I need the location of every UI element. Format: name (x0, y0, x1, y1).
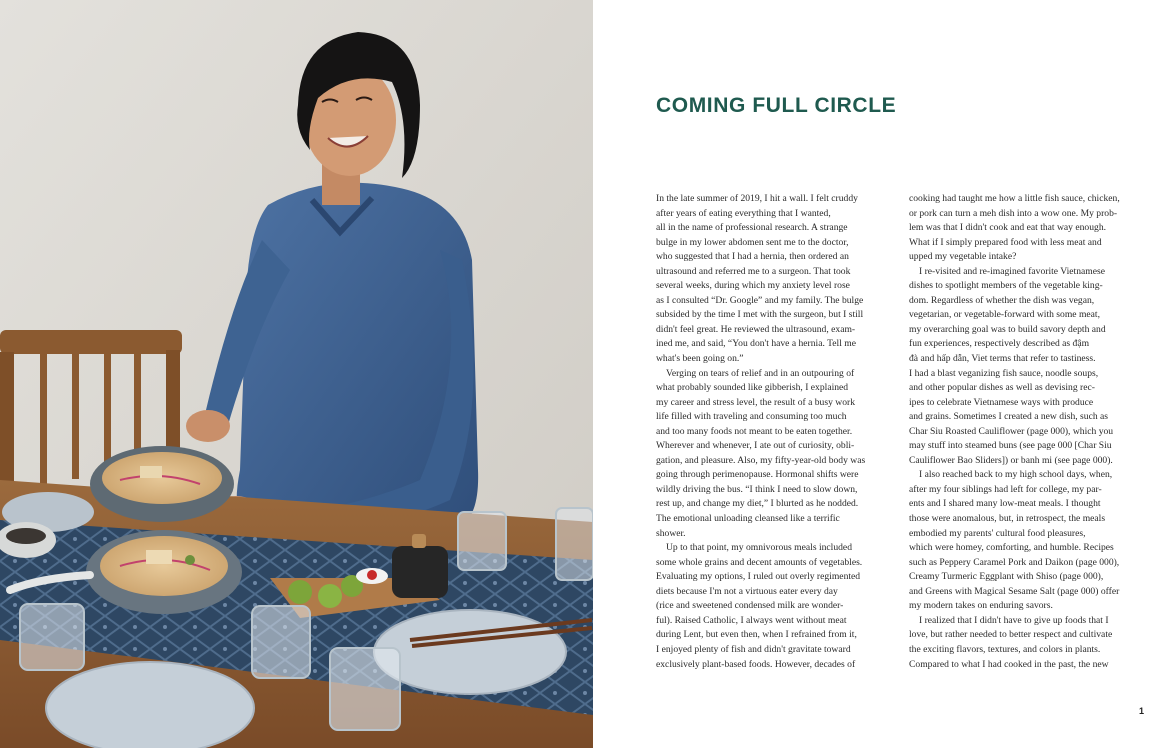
text-line: gation, and pleasure. Also, my fifty-year-old body was (656, 454, 866, 466)
text-line: the exciting flavors, textures, and colors in plants. (909, 643, 1101, 655)
text-line: I realized that I didn't have to give up foods that I (919, 614, 1109, 626)
text-line: (rice and sweetened condensed milk are wonder- (656, 600, 844, 612)
text-line: dom. Regardless of whether the dish was vegan, (909, 294, 1095, 306)
text-line: rest up, and change my diet,” I blurted as he nodded. (656, 498, 859, 510)
noodle-soup-bowl-top (90, 446, 234, 522)
text-line: Cauliflower Bao Sliders]) or banh mi (see page 000). (909, 454, 1113, 466)
text-line: ipes to celebrate Vietnamese ways with produce (909, 396, 1094, 408)
text-line: such as Peppery Caramel Pork and Daikon (page 000), (909, 556, 1120, 568)
text-line: Char Siu Roasted Cauliflower (page 000), which you (909, 425, 1114, 437)
text-line: my career and stress level, the result of a busy work (656, 396, 856, 408)
text-line: my overarching goal was to build savory depth and (909, 323, 1106, 335)
water-glass-2 (556, 508, 593, 580)
text-line: Compared to what I had cooked in the past, the new (909, 658, 1109, 670)
text-line: some whole grains and decent amounts of vegetables. (656, 556, 863, 568)
text-line: may stuff into steamed buns (see page 000 [Char Siu (909, 440, 1112, 452)
text-line: wildly driving the bus. “I think I need to slow down, (656, 483, 858, 495)
text-line: shower. (656, 527, 686, 539)
water-glass-4 (252, 606, 310, 678)
text-line: Evaluating my options, I ruled out overly regimented (656, 571, 861, 583)
text-line: ined me, and said, “You don't have a hernia. Tell me (656, 338, 856, 350)
text-line: embodied my parents' cultural food pleasures, (909, 527, 1086, 539)
text-line: and other popular dishes as well as devising rec- (909, 382, 1095, 394)
text-line: and too many foods not meant to be eaten together. (656, 425, 853, 437)
text-line: đà and hấp dẫn, Viet terms that refer to tastiness. (909, 353, 1096, 365)
text-line: or pork can turn a meh dish into a wow one. My prob- (909, 207, 1118, 219)
text-line: I also reached back to my high school days, when, (919, 469, 1113, 481)
text-line: love, but rather needed to better respect and cultivate (909, 629, 1113, 641)
water-glass-5 (330, 648, 400, 730)
text-line: my modern takes on enduring savors. (909, 600, 1053, 612)
body-column-left (656, 192, 877, 672)
text-line: lem was that I didn't cook and eat that way enough. (909, 222, 1107, 234)
text-line: Wherever and whenever, I ate out of curiosity, obli- (656, 440, 855, 452)
text-line: bulge in my lower abdomen sent me to the doctor, (656, 236, 849, 248)
text-line: ful). Raised Catholic, I always went without meat (656, 614, 847, 626)
text-line: I enjoyed plenty of fish and didn't gravitate toward (656, 643, 851, 655)
text-line: several weeks, during which my anxiety level rose (656, 280, 850, 292)
text-line: Up to that point, my omnivorous meals included (666, 542, 852, 554)
text-line: and Greens with Magical Sesame Salt (page 000) offer (909, 585, 1120, 597)
text-line: what's been going on.” (656, 353, 744, 365)
text-line: who suggested that I had a hernia, then ordered an (656, 251, 849, 263)
text-line: cooking had taught me how a little fish sauce, chicken, (909, 193, 1120, 204)
text-line: ents and I shared many low-meat meals. I thought (909, 498, 1101, 510)
text-line: What if I simply prepared food with less meat and (909, 236, 1102, 248)
text-line: Creamy Turmeric Eggplant with Shiso (page 000), (909, 571, 1104, 583)
text-line: during Lent, but even then, when I refrained from it, (656, 629, 857, 641)
text-line: those were anomalous, but, in retrospect, the meals (909, 513, 1106, 525)
text-line: In the late summer of 2019, I hit a wall. I felt cruddy (656, 193, 858, 204)
text-line: what probably sounded like gibberish, I explained (656, 382, 849, 394)
text-line: I re-visited and re-imagined favorite Vietnamese (919, 265, 1105, 277)
text-line: ultrasound and referred me to a surgeon. That took (656, 265, 851, 277)
text-line: subsided by the time I met with the surgeon, but I still (656, 309, 864, 321)
text-line: dishes to spotlight members of the vegetable king- (909, 280, 1103, 292)
text-line: upped my vegetable intake? (909, 251, 1017, 263)
text-line: fun experiences, respectively described as đậm (909, 338, 1090, 350)
text-line: exclusively plant-based foods. However, decades of (656, 658, 856, 670)
water-glass-1 (458, 512, 506, 570)
text-line: didn't feel great. He reviewed the ultrasound, exam- (656, 323, 856, 335)
text-line: The emotional unloading cleansed like a terrific (656, 513, 840, 525)
text-line: after my four siblings had left for college, my par- (909, 483, 1102, 495)
text-line: going through perimenopause. Hormonal shifts were (656, 469, 859, 481)
text-line: after years of eating everything that I wanted, (656, 207, 831, 219)
water-glass-3 (20, 604, 84, 670)
text-line: all in the name of professional research. A strange (656, 222, 848, 234)
text-line: vegetarian, or vegetable-forward with some meat, (909, 309, 1100, 321)
body-column-right (909, 192, 1130, 672)
page-number: 1 (1138, 706, 1144, 716)
text-line: diets because I'm not a virtuous eater every day (656, 585, 838, 597)
chapter-title: COMING FULL CIRCLE (656, 94, 897, 117)
plate-right (374, 610, 566, 694)
text-line: and grains. Sometimes I created a new dish, such as (909, 411, 1109, 423)
text-line: which were homey, comforting, and humble. Recipes (909, 542, 1114, 554)
text-line: Verging on tears of relief and in an outpouring of (666, 367, 855, 379)
text-line: I had a blast veganizing fish sauce, noodle soups, (909, 367, 1099, 379)
noodle-soup-bowl-front (86, 530, 242, 614)
text-page (593, 0, 1159, 748)
text-line: life filled with traveling and consuming too much (656, 411, 847, 423)
text-line: as I consulted “Dr. Google” and my family. The bulge (656, 294, 864, 306)
plate-front (46, 662, 254, 748)
